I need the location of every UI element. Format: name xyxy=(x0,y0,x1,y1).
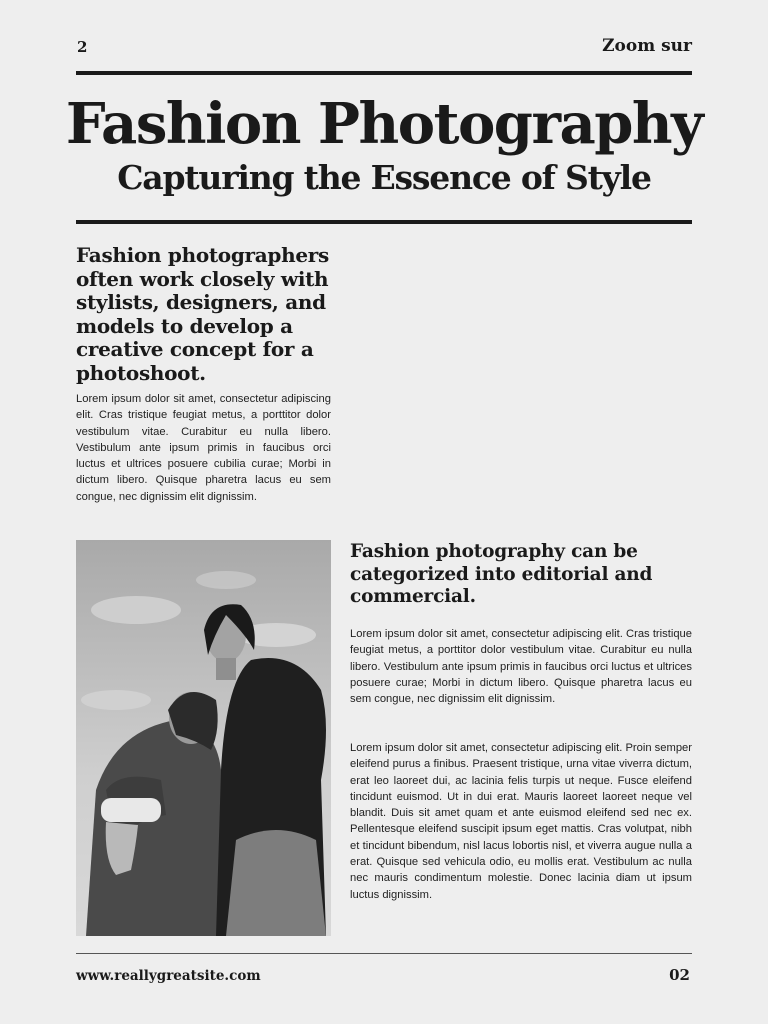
footer-rule xyxy=(76,953,692,954)
title-bottom-rule xyxy=(76,220,692,224)
lead-heading: Fashion photographers often work closely with stylists, designers, and models to develop a creative concept for a photoshoot. xyxy=(76,243,329,385)
section-label: Zoom sur xyxy=(602,36,692,56)
top-rule xyxy=(76,71,692,75)
page-number: 2 xyxy=(77,38,88,56)
fashion-photo xyxy=(76,540,331,936)
page-title: Fashion Photography xyxy=(65,91,703,157)
footer-page-number: 02 xyxy=(669,966,690,984)
body-text-left: Lorem ipsum dolor sit amet, consectetur adipiscing elit. Cras tristique feugiat metus, a porttitor dolor vestibulum vitae. Curabitur eu nulla libero. Vestibulum ante ipsum primis in faucibus orci luctus et ultrices posuere cubilia curae; Morbi in dictum libero. Quisque pharetra lacus eu sem congue, nec dignissim elit dignissim. xyxy=(76,393,331,503)
body-text-right-2: Lorem ipsum dolor sit amet, consectetur adipiscing elit. Proin semper eleifend purus a finibus. Praesent tristique, urna vitae viverra dictum, erat leo laoreet dui, ac lacinia felis turpis ut neque. Fusce eleifend tincidunt euismod. Ut in dui erat. Mauris laoreet laoreet neque vel blandit. Duis sit amet quam et ante euismod eleifend sed nec ex. Pellentesque eleifend suscipit ipsum eget mattis. Cras volutpat, nibh et tincidunt bibendum, nisl lacus lobortis nisl, et viverra augue nulla a erat. Quisque sed vehicula odio, eu mollis erat. Vestibulum ac nulla nec mauris condimentum molestie. Donec lacinia diam ut ipsum luctus dignissim. xyxy=(350,742,692,901)
sub-heading: Fashion photography can be categorized into editorial and commercial. xyxy=(350,541,653,607)
footer-url[interactable]: www.reallygreatsite.com xyxy=(76,968,261,984)
page-subtitle: Capturing the Essence of Style xyxy=(117,158,651,197)
body-text-right-1: Lorem ipsum dolor sit amet, consectetur adipiscing elit. Cras tristique feugiat metus, a porttitor dolor vestibulum vitae. Curabitur eu nulla libero. Vestibulum ante ipsum primis in faucibus orci luctus et ultrices posuere curae; Morbi in dictum libero. Quisque pharetra lacus eu sem congue, nec dignissim elit dignissim. xyxy=(350,628,692,706)
